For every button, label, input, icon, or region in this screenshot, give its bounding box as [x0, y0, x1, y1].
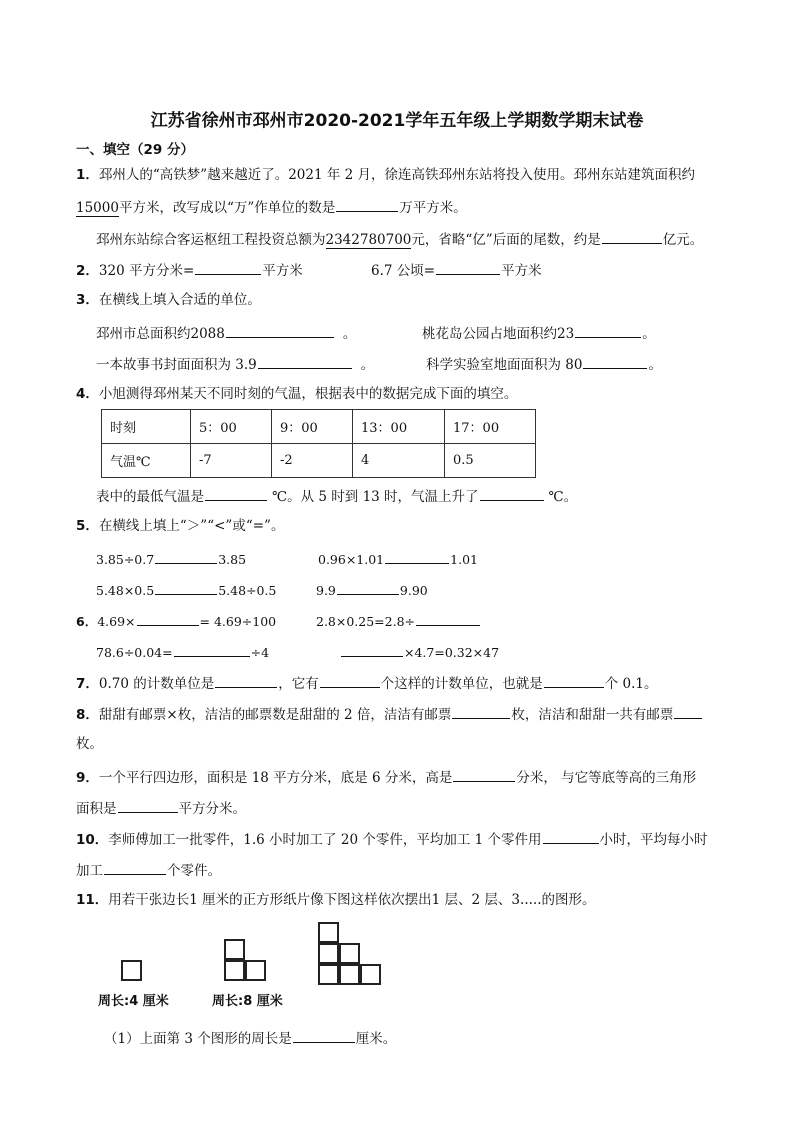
answer-blank[interactable]	[602, 229, 662, 244]
question-text: 邳州市总面积约2088	[96, 326, 225, 342]
question-text: 。	[360, 357, 375, 373]
question-text: 6.7 公顷=	[371, 263, 436, 279]
square-tile	[224, 960, 245, 981]
answer-blank[interactable]	[341, 642, 403, 657]
answer-blank[interactable]	[674, 704, 702, 719]
section-heading: 一、填空（29 分）	[76, 142, 194, 158]
expression: = 4.69÷100	[199, 614, 277, 629]
question-8-cont	[76, 735, 103, 753]
question-2	[76, 260, 303, 280]
square-tile	[318, 943, 339, 964]
question-5-b	[318, 549, 478, 569]
question-3	[76, 291, 261, 309]
question-1-line-3	[96, 229, 703, 249]
question-10	[76, 829, 708, 849]
question-text: 邳州东站综合客运枢纽工程投资总额为	[96, 232, 326, 248]
question-text: 在横线上填入合适的单位。	[98, 292, 261, 308]
question-text: 一本故事书封面面积为 3.9	[96, 357, 257, 373]
question-3-c	[96, 354, 374, 374]
question-5	[76, 517, 284, 535]
expression: 3.85÷0.7	[96, 552, 155, 567]
question-text: 0.70 的计数单位是	[98, 676, 215, 692]
question-number: 8．	[76, 707, 99, 723]
expression: 1.01	[450, 552, 478, 567]
question-8	[76, 704, 703, 724]
question-number: 4．	[76, 386, 99, 402]
question-5-d	[316, 580, 428, 600]
question-number: 3．	[76, 292, 99, 308]
table-cell: 5：00	[191, 410, 272, 444]
question-text: 甜甜有邮票×枚，洁洁的邮票数是甜甜的 2 倍，洁洁有邮票	[98, 707, 452, 723]
answer-blank[interactable]	[436, 260, 500, 275]
square-tile	[318, 922, 339, 943]
table-row	[102, 410, 536, 444]
question-text: 枚，洁洁和甜甜一共有邮票	[511, 707, 674, 723]
question-number: 1．	[76, 167, 99, 183]
answer-blank[interactable]	[583, 354, 647, 369]
question-6-d	[340, 642, 499, 662]
question-text: 个零件。	[167, 863, 221, 879]
question-text: 平方米	[501, 263, 542, 279]
answer-blank[interactable]	[416, 611, 480, 626]
question-6-a	[76, 611, 276, 631]
table-row	[102, 444, 536, 478]
question-11	[76, 891, 595, 909]
table-cell: 13：00	[353, 410, 445, 444]
answer-blank[interactable]	[155, 549, 217, 564]
answer-blank[interactable]	[226, 323, 334, 338]
question-9-cont	[76, 798, 246, 818]
question-text: 厘米。	[355, 1031, 397, 1047]
expression: 9.9	[316, 583, 336, 598]
question-number: 7．	[76, 676, 99, 692]
question-11-sub-1	[104, 1028, 396, 1048]
question-text: 表中的最低气温是	[96, 489, 204, 505]
question-text: 桃花岛公园占地面积约23	[422, 326, 575, 342]
answer-blank[interactable]	[258, 354, 352, 369]
answer-blank[interactable]	[337, 580, 399, 595]
question-text: 。	[642, 326, 656, 342]
expression: ×4.7=0.32×47	[404, 645, 500, 660]
question-text: 科学实验室地面面积为 80	[426, 357, 583, 373]
square-tile	[339, 964, 360, 985]
square-tile	[339, 943, 360, 964]
answer-blank[interactable]	[174, 642, 250, 657]
square-tile	[245, 960, 266, 981]
expression: 5.48×0.5	[96, 583, 155, 598]
table-cell: 9：00	[272, 410, 353, 444]
question-text: 用若干张边长1 厘米的正方形纸片像下图这样依次摆出1 层、2 层、3.....的图形。	[108, 892, 596, 908]
question-number: 6．	[76, 614, 98, 629]
question-3-b	[422, 323, 656, 343]
answer-blank[interactable]	[205, 486, 267, 501]
question-6-b	[316, 611, 481, 631]
page-title: 江苏省徐州市邳州市2020-2021学年五年级上学期数学期末试卷	[150, 111, 644, 131]
question-10-cont	[76, 860, 221, 880]
question-text: ℃。从 5 时到 13 时，气温上升了	[272, 489, 479, 505]
question-1-line-1	[76, 166, 695, 184]
question-4-fill	[96, 486, 577, 506]
question-text: （1）上面第 3 个图形的周长是	[104, 1031, 292, 1047]
answer-blank[interactable]	[336, 197, 398, 212]
question-text: 320 平方分米=	[98, 263, 195, 279]
question-number: 5．	[76, 518, 99, 534]
expression: ÷4	[250, 645, 270, 660]
table-cell: 0.5	[445, 444, 536, 478]
question-text: 枚。	[76, 736, 103, 752]
table-cell: 时刻	[102, 410, 191, 444]
question-text: 平方米，改写成以“万”作单位的数是	[118, 200, 336, 216]
question-text: 分米， 与它等底等高的三角形	[516, 770, 697, 786]
question-text: 。	[648, 357, 662, 373]
underlined-number: 2342780700	[325, 232, 412, 248]
answer-blank[interactable]	[480, 486, 544, 501]
question-text: 一个平行四边形，面积是 18 平方分米，底是 6 分米，高是	[98, 770, 453, 786]
question-text: 小旭测得邳州某天不同时刻的气温，根据表中的数据完成下面的填空。	[98, 386, 518, 402]
answer-blank[interactable]	[104, 860, 166, 875]
question-number: 2．	[76, 263, 99, 279]
question-text: 个 0.1。	[604, 676, 658, 692]
question-text: 平方米	[262, 263, 303, 279]
table-cell: -2	[272, 444, 353, 478]
table-cell: 4	[353, 444, 445, 478]
question-3-d	[426, 354, 662, 374]
square-tile	[318, 964, 339, 985]
question-number: 10．	[76, 832, 109, 848]
temperature-table	[101, 409, 536, 478]
expression: 9.90	[399, 583, 428, 598]
expression: 5.48÷0.5	[218, 583, 277, 598]
question-text: 加工	[76, 863, 103, 879]
question-text: 平方分米。	[178, 801, 246, 817]
answer-blank[interactable]	[453, 767, 515, 782]
answer-blank[interactable]	[544, 673, 604, 688]
square-figures	[96, 918, 386, 1013]
question-text: 。	[342, 326, 357, 342]
table-cell: 气温℃	[102, 444, 191, 478]
question-text: 李师傅加工一批零件，1.6 小时加工了 20 个零件，平均加工 1 个零件用	[108, 832, 542, 848]
figure-caption: 周长:8 厘米	[212, 994, 283, 1009]
question-text: 万平方米。	[399, 200, 467, 216]
answer-blank[interactable]	[215, 673, 277, 688]
answer-blank[interactable]	[320, 673, 380, 688]
answer-blank[interactable]	[195, 260, 261, 275]
question-text: 个这样的计数单位，也就是	[380, 676, 543, 692]
figure-caption: 周长:4 厘米	[98, 994, 169, 1009]
answer-blank[interactable]	[385, 549, 449, 564]
square-tile	[121, 960, 142, 981]
question-7	[76, 673, 658, 693]
answer-blank[interactable]	[575, 323, 641, 338]
question-text: ℃。	[548, 489, 578, 505]
square-tile	[360, 964, 381, 985]
question-3-a	[96, 323, 356, 343]
question-text: 面积是	[76, 801, 117, 817]
question-text: ，它有	[278, 676, 319, 692]
answer-blank[interactable]	[137, 611, 199, 626]
question-5-a	[96, 549, 246, 569]
question-1-line-2	[76, 197, 467, 217]
question-5-c	[96, 580, 276, 600]
answer-blank[interactable]	[155, 580, 217, 595]
expression: 4.69×	[97, 614, 136, 629]
question-number: 9．	[76, 770, 99, 786]
question-text: 亿元。	[662, 232, 704, 248]
question-text: 邳州人的“高铁梦”越来越近了。2021 年 2 月，徐连高铁邳州东站将投入使用。邳州东站建筑面积约	[98, 167, 696, 183]
question-text: 元，省略“亿”后面的尾数，约是	[411, 232, 601, 248]
table-cell: -7	[191, 444, 272, 478]
answer-blank[interactable]	[293, 1028, 355, 1043]
question-6-c	[96, 642, 269, 662]
question-text: 在横线上填上“＞”“<”或“=”。	[98, 518, 285, 534]
question-2-b	[371, 260, 542, 280]
underlined-number: 15000	[76, 200, 119, 216]
table-cell: 17：00	[445, 410, 536, 444]
question-text: 小时，平均每小时	[599, 832, 708, 848]
question-9	[76, 767, 696, 787]
answer-blank[interactable]	[452, 704, 510, 719]
expression: 0.96×1.01	[318, 552, 385, 567]
question-number: 11．	[76, 892, 109, 908]
answer-blank[interactable]	[543, 829, 599, 844]
answer-blank[interactable]	[118, 798, 178, 813]
expression: 2.8×0.25=2.8÷	[316, 614, 416, 629]
question-4	[76, 385, 517, 403]
square-tile	[224, 939, 245, 960]
expression: 78.6÷0.04=	[96, 645, 173, 660]
expression: 3.85	[218, 552, 247, 567]
